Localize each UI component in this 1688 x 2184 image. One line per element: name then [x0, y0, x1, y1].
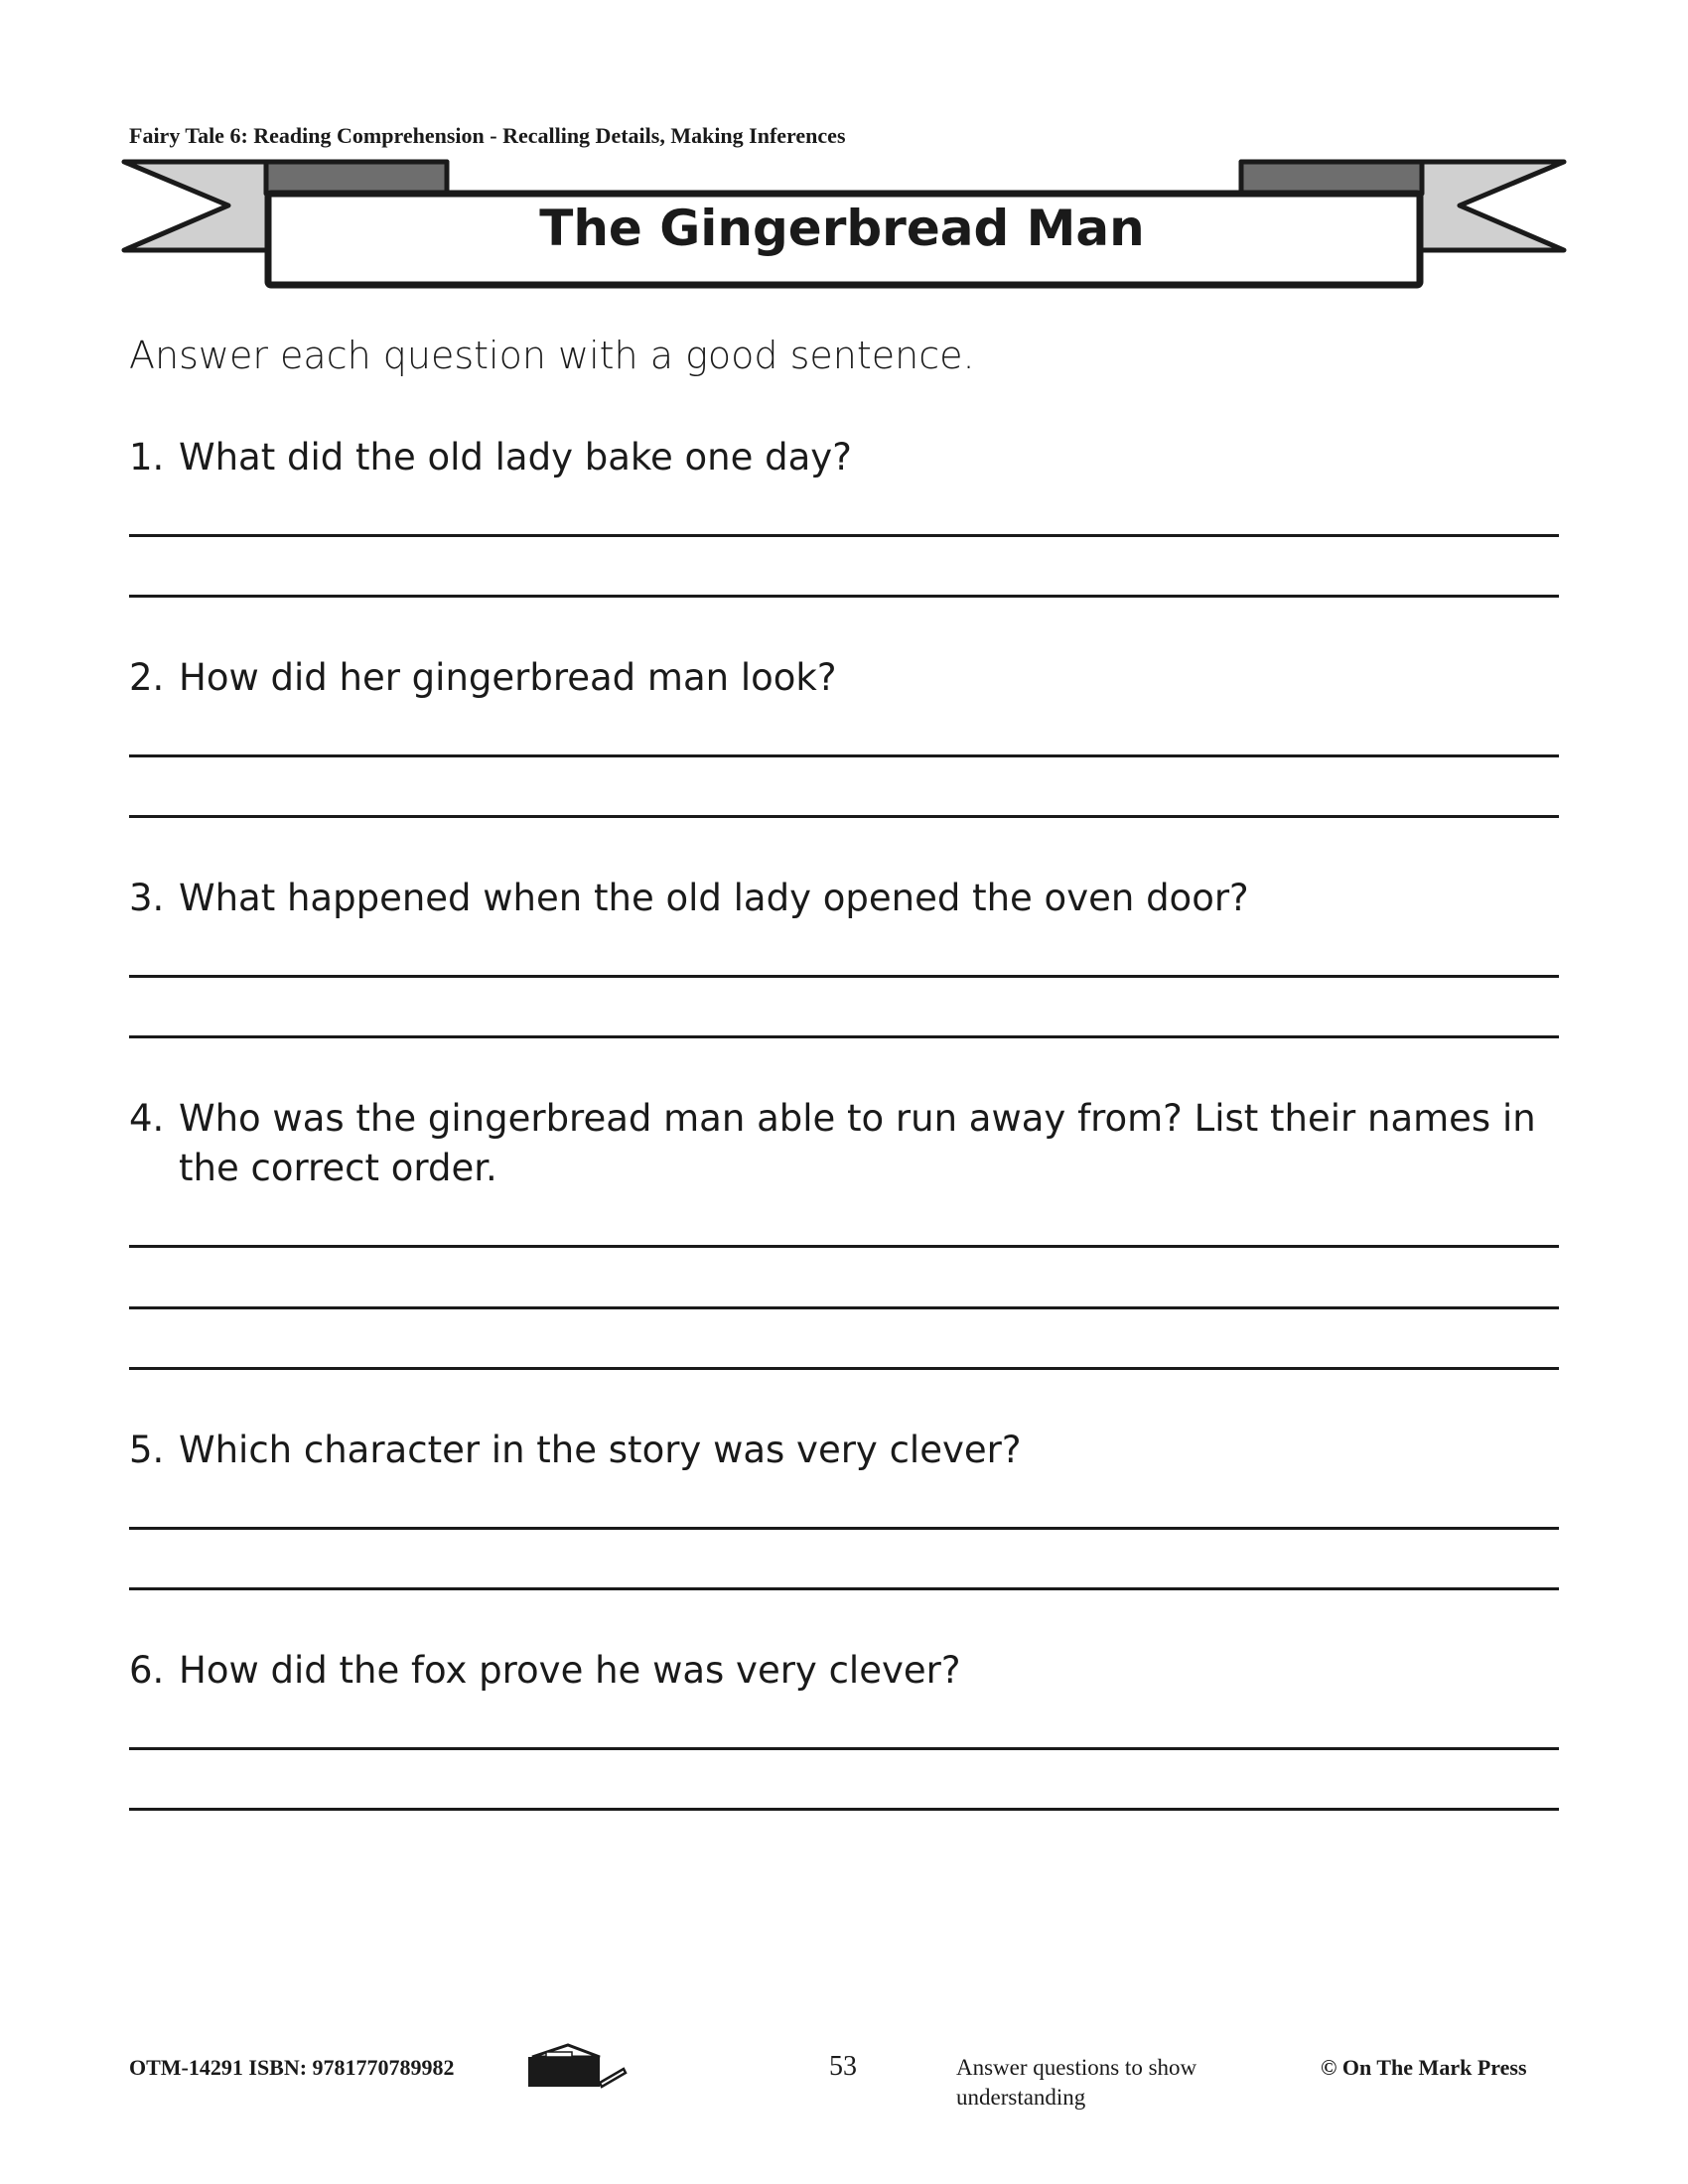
answer-line[interactable]: [129, 1035, 1559, 1038]
question-number: 3.: [129, 877, 165, 919]
copyright: © On The Mark Press: [1321, 2055, 1527, 2080]
question-4: [129, 1094, 1559, 1193]
worksheet-subtitle: Fairy Tale 6: Reading Comprehension - Recalling Details, Making Inferences: [129, 123, 846, 148]
answer-line[interactable]: [129, 1306, 1559, 1309]
question-5: [129, 1426, 1559, 1475]
question-number: 4.: [129, 1097, 165, 1140]
question-text: How did the fox prove he was very clever?: [179, 1649, 961, 1692]
answer-line[interactable]: [129, 595, 1559, 598]
answer-line[interactable]: [129, 1808, 1559, 1811]
page-description: Answer questions to show understanding: [956, 2055, 1197, 2110]
question-6: [129, 1646, 1559, 1696]
page-title: The Gingerbread Man: [539, 200, 1145, 257]
photocopier-icon: [528, 2043, 628, 2091]
answer-line[interactable]: [129, 534, 1559, 537]
question-2: [129, 653, 1559, 703]
page-number: 53: [829, 2051, 857, 2082]
answer-line[interactable]: [129, 1367, 1559, 1370]
question-text: How did her gingerbread man look?: [179, 656, 837, 699]
answer-line[interactable]: [129, 975, 1559, 978]
question-number: 6.: [129, 1649, 165, 1692]
question-number: 1.: [129, 436, 165, 478]
answer-line[interactable]: [129, 815, 1559, 818]
isbn-code: OTM-14291 ISBN: 9781770789982: [129, 2055, 455, 2080]
instructions-text: Answer each question with a good sentence.: [129, 334, 975, 377]
question-text: What did the old lady bake one day?: [179, 436, 852, 478]
answer-line[interactable]: [129, 1747, 1559, 1750]
answer-line[interactable]: [129, 1527, 1559, 1530]
question-text: Who was the gingerbread man able to run away from? List their names in the correct order.: [179, 1097, 1536, 1189]
question-text: What happened when the old lady opened the oven door?: [179, 877, 1249, 919]
answer-line[interactable]: [129, 1587, 1559, 1590]
question-3: [129, 874, 1559, 923]
answer-line[interactable]: [129, 1245, 1559, 1248]
answer-line[interactable]: [129, 754, 1559, 757]
question-number: 5.: [129, 1429, 165, 1471]
question-1: [129, 433, 1559, 482]
question-number: 2.: [129, 656, 165, 699]
question-text: Which character in the story was very clever?: [179, 1429, 1022, 1471]
